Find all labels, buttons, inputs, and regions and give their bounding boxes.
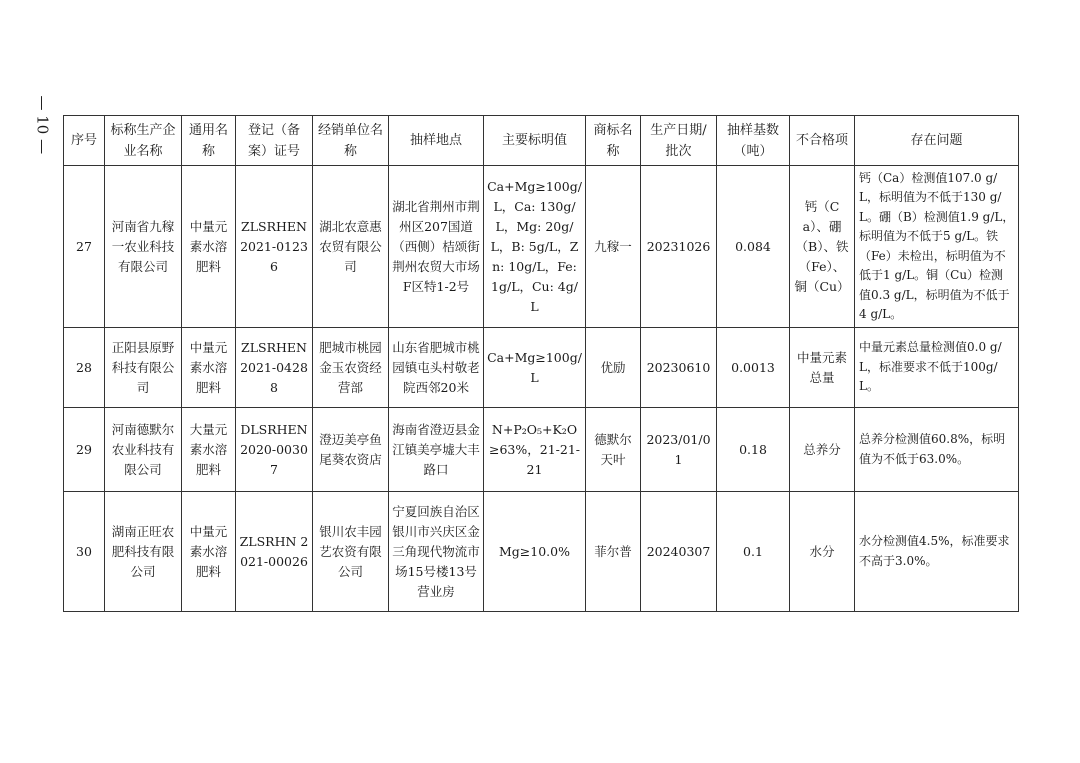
cell-reg-no: ZLSRHEN 2021-04288 xyxy=(236,328,313,408)
cell-issue: 中量元素总量检测值0.0 g/L，标准要求不低于100g/L。 xyxy=(855,328,1019,408)
table-row xyxy=(64,408,1019,492)
header-company: 标称生产企业名称 xyxy=(105,116,182,166)
cell-qty: 0.18 xyxy=(717,408,790,492)
cell-dealer: 银川农丰园艺农资有限公司 xyxy=(313,492,389,612)
cell-failed: 总养分 xyxy=(790,408,855,492)
cell-location: 湖北省荆州市荆州区207国道（西侧）桔颂街荆州农贸大市场F区特1-2号 xyxy=(389,166,484,328)
cell-company: 河南省九稼一农业科技有限公司 xyxy=(105,166,182,328)
header-date: 生产日期/批次 xyxy=(641,116,717,166)
cell-common-name: 中量元素水溶肥料 xyxy=(182,492,236,612)
cell-reg-no: ZLSRHN 2021-00026 xyxy=(236,492,313,612)
cell-company: 正阳县原野科技有限公司 xyxy=(105,328,182,408)
header-qty: 抽样基数（吨） xyxy=(717,116,790,166)
cell-issue: 水分检测值4.5%，标准要求不高于3.0%。 xyxy=(855,492,1019,612)
cell-main-value: Ca+Mg≥100g/L xyxy=(484,328,586,408)
header-reg-no: 登记（备案）证号 xyxy=(236,116,313,166)
cell-issue: 钙（Ca）检测值107.0 g/L，标明值为不低于130 g/L。硼（B）检测值1.9 g/L，标明值为不低于5 g/L。铁（Fe）未检出，标明值为不低于1 g/L。铜（Cu）检测值0.3 g/L，标明值为不低于4 g/L。 xyxy=(855,166,1019,328)
cell-company: 河南德默尔农业科技有限公司 xyxy=(105,408,182,492)
cell-issue: 总养分检测值60.8%，标明值为不低于63.0%。 xyxy=(855,408,1019,492)
header-common-name: 通用名称 xyxy=(182,116,236,166)
cell-seq: 30 xyxy=(64,492,105,612)
header-location: 抽样地点 xyxy=(389,116,484,166)
cell-dealer: 湖北农意惠农贸有限公司 xyxy=(313,166,389,328)
table-row xyxy=(64,492,1019,612)
cell-main-value: Mg≥10.0% xyxy=(484,492,586,612)
cell-seq: 29 xyxy=(64,408,105,492)
cell-reg-no: ZLSRHEN 2021-01236 xyxy=(236,166,313,328)
table-row xyxy=(64,166,1019,328)
header-seq: 序号 xyxy=(64,116,105,166)
sampling-results-table xyxy=(63,115,1019,612)
cell-qty: 0.0013 xyxy=(717,328,790,408)
cell-brand: 菲尔普 xyxy=(586,492,641,612)
cell-common-name: 大量元素水溶肥料 xyxy=(182,408,236,492)
cell-seq: 28 xyxy=(64,328,105,408)
cell-failed: 钙（Ca）、硼（B）、铁（Fe）、铜（Cu） xyxy=(790,166,855,328)
cell-company: 湖南正旺农肥科技有限公司 xyxy=(105,492,182,612)
cell-location: 海南省澄迈县金江镇美亭墟大丰路口 xyxy=(389,408,484,492)
header-dealer: 经销单位名称 xyxy=(313,116,389,166)
header-main-value: 主要标明值 xyxy=(484,116,586,166)
cell-seq: 27 xyxy=(64,166,105,328)
cell-common-name: 中量元素水溶肥料 xyxy=(182,328,236,408)
cell-dealer: 肥城市桃园金玉农资经营部 xyxy=(313,328,389,408)
header-issue: 存在问题 xyxy=(855,116,1019,166)
cell-dealer: 澄迈美亭鱼尾葵农资店 xyxy=(313,408,389,492)
cell-date: 2023/01/01 xyxy=(641,408,717,492)
cell-main-value: Ca+Mg≥100g/L，Ca: 130g/L，Mg: 20g/L，B: 5g/L，Zn: 10g/L，Fe: 1g/L，Cu: 4g/L xyxy=(484,166,586,328)
cell-location: 宁夏回族自治区银川市兴庆区金三角现代物流市场15号楼13号营业房 xyxy=(389,492,484,612)
cell-date: 20231026 xyxy=(641,166,717,328)
cell-reg-no: DLSRHEN 2020-00307 xyxy=(236,408,313,492)
cell-date: 20240307 xyxy=(641,492,717,612)
header-brand: 商标名称 xyxy=(586,116,641,166)
table-header-row xyxy=(64,116,1019,166)
page-number: — 10 — xyxy=(33,95,52,155)
cell-qty: 0.1 xyxy=(717,492,790,612)
cell-date: 20230610 xyxy=(641,328,717,408)
cell-qty: 0.084 xyxy=(717,166,790,328)
cell-failed: 水分 xyxy=(790,492,855,612)
cell-common-name: 中量元素水溶肥料 xyxy=(182,166,236,328)
cell-brand: 德默尔天叶 xyxy=(586,408,641,492)
cell-failed: 中量元素总量 xyxy=(790,328,855,408)
cell-main-value: N+P₂O₅+K₂O≥63%，21-21-21 xyxy=(484,408,586,492)
cell-brand: 优励 xyxy=(586,328,641,408)
header-failed: 不合格项 xyxy=(790,116,855,166)
cell-location: 山东省肥城市桃园镇屯头村敬老院西邻20米 xyxy=(389,328,484,408)
table-row xyxy=(64,328,1019,408)
cell-brand: 九稼一 xyxy=(586,166,641,328)
